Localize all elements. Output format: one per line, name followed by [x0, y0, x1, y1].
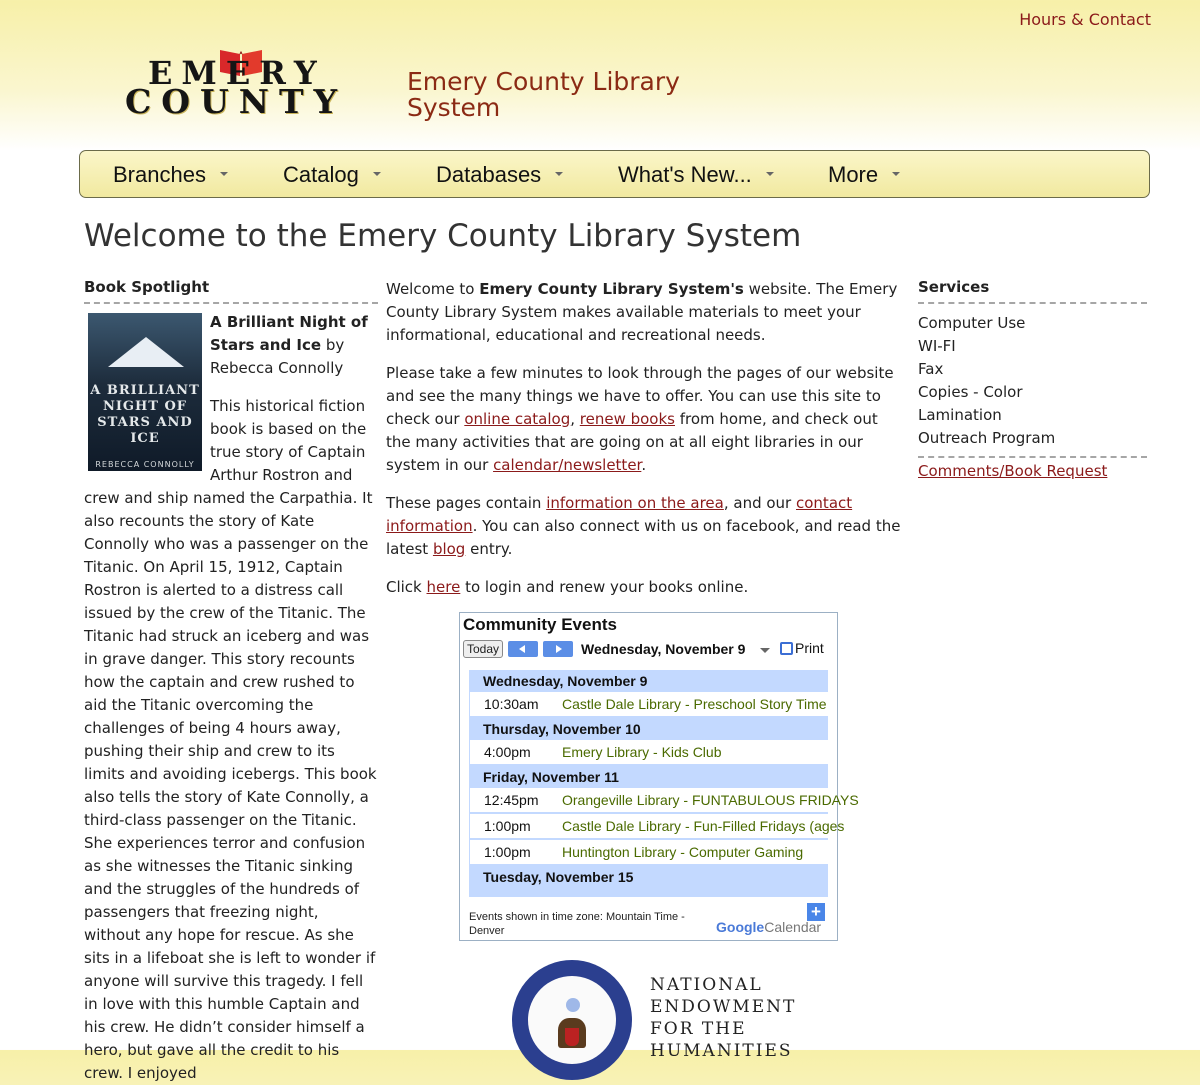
- neh-logo[interactable]: [512, 960, 812, 1061]
- calendar-event[interactable]: [470, 814, 845, 839]
- event-title[interactable]: Castle Dale Library - Fun-Filled Fridays (ages: [562, 818, 845, 834]
- calendar-event[interactable]: [470, 740, 828, 765]
- calendar-day-header: Wednesday, November 9: [483, 673, 648, 689]
- main-navigation: [79, 150, 1150, 198]
- intro-paragraph: [386, 362, 906, 477]
- services-heading: Services: [918, 278, 1147, 304]
- renew-books-link[interactable]: renew books: [579, 410, 675, 428]
- service-item: Copies - Color: [918, 383, 1023, 401]
- intro-text: [386, 278, 906, 614]
- event-time: 4:00pm: [484, 744, 531, 760]
- intro-paragraph: [386, 492, 906, 561]
- text: to login and renew your books online.: [460, 578, 749, 596]
- arrow-right-icon: [556, 645, 562, 653]
- text: website. The Emery County Library System makes available materials to meet your informational, educational and recreational needs.: [386, 280, 898, 344]
- nav-databases[interactable]: [436, 162, 563, 188]
- emery-county-logo[interactable]: [120, 44, 360, 124]
- chevron-down-icon: [373, 172, 381, 176]
- chevron-down-icon: [766, 172, 774, 176]
- chevron-down-icon[interactable]: [760, 648, 770, 653]
- login-here-link[interactable]: here: [426, 578, 461, 596]
- logo-word-county: COUNTY: [125, 82, 348, 121]
- calendar-wordmark: Calendar: [764, 919, 822, 935]
- nav-catalog[interactable]: [283, 162, 381, 188]
- next-button[interactable]: [543, 641, 573, 657]
- site-title[interactable]: [407, 69, 680, 121]
- book-cover-title: A BRILLIANT NIGHT OF STARS AND ICE: [90, 383, 200, 446]
- calendar-event[interactable]: [470, 788, 859, 813]
- google-calendar-brand[interactable]: [716, 919, 821, 935]
- nav-databases-label: Databases: [436, 162, 542, 187]
- calendar-event[interactable]: [470, 692, 828, 717]
- seal-inner: [528, 976, 616, 1064]
- page-title: Welcome to the Emery County Library System: [84, 218, 802, 254]
- book-cover-author: REBECCA CONNOLLY: [95, 460, 195, 469]
- calendar-agenda: [469, 670, 859, 897]
- service-item: Outreach Program: [918, 429, 1056, 447]
- calendar-timezone-note: Events shown in time zone: Mountain Time - Denver: [469, 911, 685, 937]
- divider: [918, 456, 1147, 458]
- text: . You can also connect with us on facebook, and read the latest: [386, 517, 901, 558]
- iceberg-icon: [108, 337, 184, 367]
- prev-button[interactable]: [508, 641, 538, 657]
- add-to-google-calendar-button[interactable]: +: [807, 903, 825, 921]
- calendar-current-date[interactable]: Wednesday, November 9: [581, 641, 746, 657]
- text: from home, and check out the many activities that are going on at all eight libraries in our system in our: [386, 410, 878, 474]
- event-title[interactable]: Orangeville Library - FUNTABULOUS FRIDAYS: [562, 792, 859, 808]
- print-label: Print: [795, 640, 824, 656]
- area-info-link[interactable]: information on the area: [546, 494, 724, 512]
- shield-icon: [565, 1028, 579, 1046]
- neh-line: HUMANITIES: [650, 1041, 793, 1061]
- nav-more[interactable]: [828, 162, 900, 188]
- chevron-down-icon: [892, 172, 900, 176]
- calendar-title: Community Events: [463, 615, 617, 634]
- services-list: [918, 312, 1147, 450]
- service-item: Fax: [918, 360, 944, 378]
- text: .: [641, 456, 647, 474]
- community-events-calendar: [459, 612, 859, 941]
- nav-catalog-label: Catalog: [283, 162, 359, 187]
- nav-branches[interactable]: [113, 162, 228, 188]
- today-button[interactable]: Today: [463, 640, 503, 658]
- event-time: 1:00pm: [484, 844, 531, 860]
- text: entry.: [465, 540, 513, 558]
- site-title-line2: System: [407, 93, 501, 122]
- calendar-toolbar: [463, 640, 833, 660]
- event-time: 10:30am: [484, 696, 539, 712]
- book-cover-image[interactable]: [88, 313, 202, 471]
- chevron-down-icon: [555, 172, 563, 176]
- book-spotlight-heading: Book Spotlight: [84, 278, 378, 304]
- event-title[interactable]: Castle Dale Library - Preschool Story Time: [562, 696, 827, 712]
- event-title[interactable]: Huntington Library - Computer Gaming: [562, 844, 804, 860]
- printer-icon: [780, 642, 793, 655]
- text: Please take a few minutes to look through the pages of our website and see the many things we have to offer. You can use this site to check our: [386, 364, 894, 428]
- comments-book-request-link[interactable]: Comments/Book Request: [918, 462, 1108, 480]
- arrow-left-icon: [519, 645, 525, 653]
- neh-line: ENDOWMENT: [650, 997, 797, 1017]
- book-review-text: This historical fiction book is based on the true story of Captain Arthur Rostron and crew and ship named the Carpathia. It also recounts the story of Kate Connolly who was a passenger on the Titanic. On April 15, 1912, Captain Rostron is alerted to a distress call issued by the crew of the Titanic. The Titanic had struck an iceberg and was in grave danger. This story recounts how the captain and crew rushed to aid the Titanic overcoming the challenges of being 4 hours away, pushing their ship and crew to its limits and avoiding icebergs. This book also tells the story of Kate Connolly, a third-class passenger on the Titanic. She experiences terror and confusion as she witnesses the Titanic sinking and the struggles of the hundreds of passengers that freezing night, without any hope for rescue. As she sits in a lifeboat she is left to wonder if anyone will survive this tragedy. I fell in love with this humble Captain and his crew. He didn’t consider himself a hero, but gave all the credit to his crew. I enjoyed: [84, 397, 377, 1082]
- intro-paragraph: [386, 278, 906, 347]
- book-by: by: [321, 336, 345, 354]
- book-spotlight: [84, 278, 378, 1085]
- blog-link[interactable]: blog: [432, 540, 466, 558]
- text: These pages contain: [386, 494, 547, 512]
- neh-wordmark: [650, 974, 796, 1062]
- hours-contact-link[interactable]: Hours & Contact: [1019, 10, 1151, 29]
- text: , and our: [723, 494, 796, 512]
- event-time: 12:45pm: [484, 792, 539, 808]
- calendar-day-header: Tuesday, November 15: [483, 869, 634, 885]
- book-author: Rebecca Connolly: [210, 359, 344, 377]
- calendar-newsletter-link[interactable]: calendar/newsletter: [493, 456, 642, 474]
- service-item: Lamination: [918, 406, 1002, 424]
- text: Click: [386, 578, 427, 596]
- calendar-day-header: Thursday, November 10: [483, 721, 641, 737]
- service-item: Computer Use: [918, 314, 1026, 332]
- google-wordmark: Google: [716, 919, 765, 935]
- service-item: WI-FI: [918, 337, 956, 355]
- stars-icon: [566, 998, 580, 1012]
- neh-seal-icon: [512, 960, 632, 1080]
- chevron-down-icon: [220, 172, 228, 176]
- nav-more-label: More: [828, 162, 879, 187]
- site-name-bold: Emery County Library System's: [479, 280, 744, 298]
- print-button[interactable]: [780, 640, 824, 656]
- logo-word-emery: EMERY: [148, 54, 326, 92]
- contact-info-link[interactable]: contact information: [386, 494, 853, 535]
- neh-line: NATIONAL: [650, 975, 763, 995]
- text: Welcome to: [386, 280, 480, 298]
- text: ,: [570, 410, 580, 428]
- calendar-event[interactable]: [470, 840, 828, 865]
- site-title-line1: Emery County Library: [407, 67, 680, 96]
- services-sidebar: [918, 278, 1147, 483]
- event-time: 1:00pm: [484, 818, 531, 834]
- nav-whats-new-label: What's New...: [618, 162, 752, 187]
- nav-branches-label: Branches: [113, 162, 206, 187]
- nav-whats-new[interactable]: [618, 162, 774, 188]
- intro-paragraph: [386, 576, 906, 599]
- neh-line: FOR THE: [650, 1019, 747, 1039]
- book-spotlight-body: [84, 311, 378, 1085]
- event-title[interactable]: Emery Library - Kids Club: [562, 744, 722, 760]
- calendar-day-header: Friday, November 11: [483, 769, 619, 785]
- book-title: A Brilliant Night of Stars and Ice: [210, 313, 368, 354]
- online-catalog-link[interactable]: online catalog: [464, 410, 571, 428]
